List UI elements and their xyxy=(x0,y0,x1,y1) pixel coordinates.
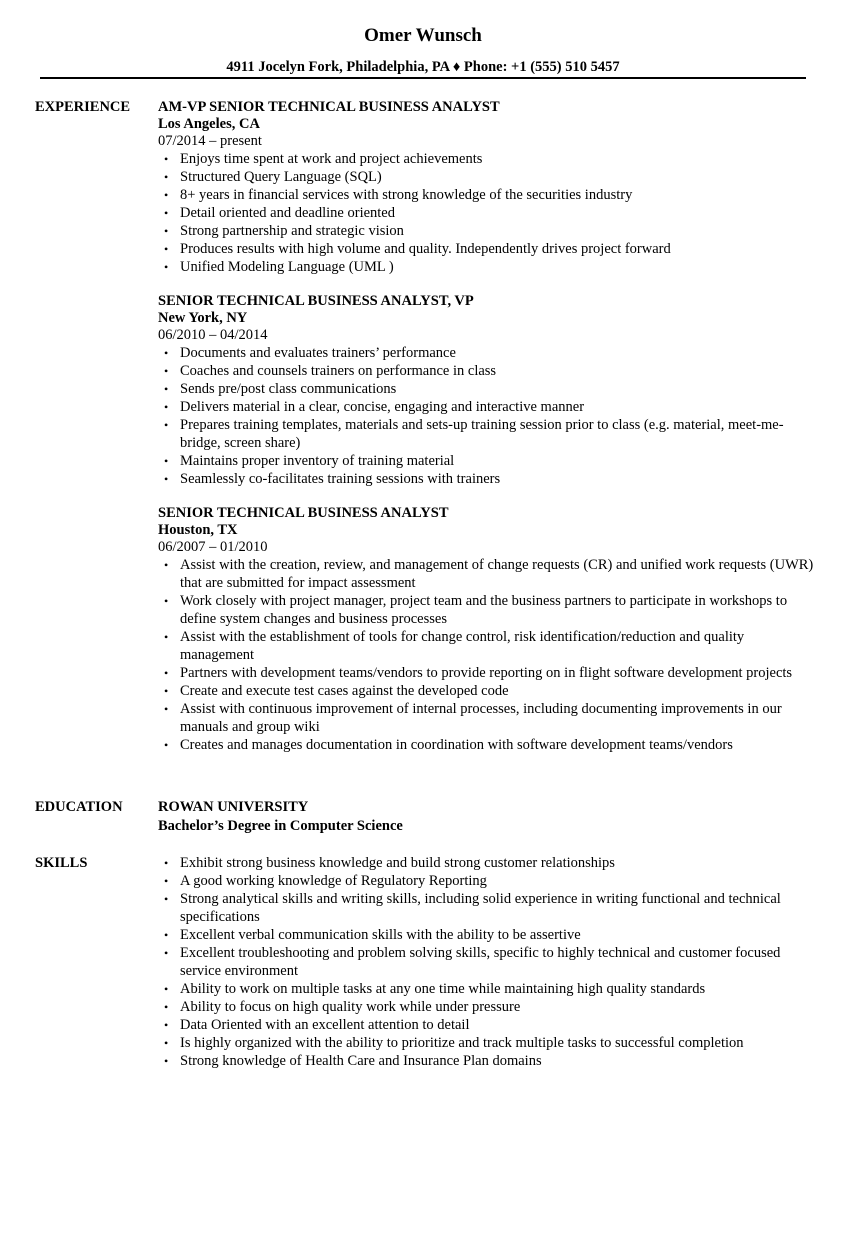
bullet-item: • Partners with development teams/vendors to provide reporting on in flight software development projects xyxy=(158,664,818,682)
skills-bullets xyxy=(158,854,818,1070)
job-dates: 06/2007 – 01/2010 xyxy=(158,539,268,555)
bullet-item: • Seamlessly co-facilitates training sessions with trainers xyxy=(158,470,818,488)
bullet-item: • Strong partnership and strategic vision xyxy=(158,222,818,240)
job-entry xyxy=(158,292,818,488)
school-name: ROWAN UNIVERSITY xyxy=(158,799,309,815)
job-entry xyxy=(158,504,818,754)
section-label-experience: EXPERIENCE xyxy=(35,99,131,115)
bullet-item: • Produces results with high volume and quality. Independently drives project forward xyxy=(158,240,818,258)
degree: Bachelor’s Degree in Computer Science xyxy=(158,818,403,834)
job-entry xyxy=(158,98,818,276)
section-label-education: EDUCATION xyxy=(35,799,123,815)
bullet-item: • 8+ years in financial services with strong knowledge of the securities industry xyxy=(158,186,818,204)
job-location: Houston, TX xyxy=(158,522,238,538)
bullet-item: • Prepares training templates, materials and sets-up training session prior to class (e.g. material, meet-me-bridge, screen share) xyxy=(158,416,818,452)
bullet-item: • Delivers material in a clear, concise, engaging and interactive manner xyxy=(158,398,818,416)
job-title: AM-VP SENIOR TECHNICAL BUSINESS ANALYST xyxy=(158,99,500,115)
skill-item: • A good working knowledge of Regulatory Reporting xyxy=(158,872,818,890)
job-bullets xyxy=(158,150,818,276)
skills-list xyxy=(158,854,818,1070)
bullet-item: • Structured Query Language (SQL) xyxy=(158,168,818,186)
bullet-item: • Create and execute test cases against the developed code xyxy=(158,682,818,700)
bullet-item: • Work closely with project manager, project team and the business partners to participate in workshops to define system changes and business processes xyxy=(158,592,818,628)
bullet-item: • Documents and evaluates trainers’ performance xyxy=(158,344,818,362)
skill-item: • Strong analytical skills and writing skills, including solid experience in writing functional and technical specifications xyxy=(158,890,818,926)
skill-item: • Exhibit strong business knowledge and build strong customer relationships xyxy=(158,854,818,872)
bullet-item: • Assist with continuous improvement of internal processes, including documenting improvements in our manuals and group wiki xyxy=(158,700,818,736)
skill-item: • Excellent verbal communication skills with the ability to be assertive xyxy=(158,926,818,944)
candidate-name: Omer Wunsch xyxy=(364,25,482,46)
bullet-item: • Detail oriented and deadline oriented xyxy=(158,204,818,222)
job-dates: 06/2010 – 04/2014 xyxy=(158,327,268,343)
contact-line: 4911 Jocelyn Fork, Philadelphia, PA ♦ Phone: +1 (555) 510 5457 xyxy=(226,59,620,75)
skill-item: • Strong knowledge of Health Care and Insurance Plan domains xyxy=(158,1052,818,1070)
skill-item: • Ability to focus on high quality work while under pressure xyxy=(158,998,818,1016)
education-entry xyxy=(158,798,818,836)
job-location: New York, NY xyxy=(158,310,248,326)
job-location: Los Angeles, CA xyxy=(158,116,260,132)
bullet-item: • Sends pre/post class communications xyxy=(158,380,818,398)
bullet-item: • Unified Modeling Language (UML ) xyxy=(158,258,818,276)
job-dates: 07/2014 – present xyxy=(158,133,262,149)
skill-item: • Ability to work on multiple tasks at any one time while maintaining high quality standards xyxy=(158,980,818,998)
skill-item: • Is highly organized with the ability to prioritize and track multiple tasks to successful completion xyxy=(158,1034,818,1052)
header-divider xyxy=(40,77,806,79)
bullet-item: • Maintains proper inventory of training material xyxy=(158,452,818,470)
job-title: SENIOR TECHNICAL BUSINESS ANALYST xyxy=(158,505,449,521)
skill-item: • Data Oriented with an excellent attention to detail xyxy=(158,1016,818,1034)
bullet-item: • Assist with the establishment of tools for change control, risk identification/reduction and quality management xyxy=(158,628,818,664)
skill-item: • Excellent troubleshooting and problem solving skills, specific to highly technical and customer focused service environment xyxy=(158,944,818,980)
job-title: SENIOR TECHNICAL BUSINESS ANALYST, VP xyxy=(158,293,474,309)
bullet-item: • Enjoys time spent at work and project achievements xyxy=(158,150,818,168)
section-label-skills: SKILLS xyxy=(35,855,88,871)
bullet-item: • Assist with the creation, review, and management of change requests (CR) and unified work requests (UWR) that are submitted for impact assessment xyxy=(158,556,818,592)
bullet-item: • Creates and manages documentation in coordination with software development teams/vendors xyxy=(158,736,818,754)
experience-list xyxy=(158,98,818,770)
job-bullets xyxy=(158,556,818,754)
bullet-item: • Coaches and counsels trainers on performance in class xyxy=(158,362,818,380)
job-bullets xyxy=(158,344,818,488)
